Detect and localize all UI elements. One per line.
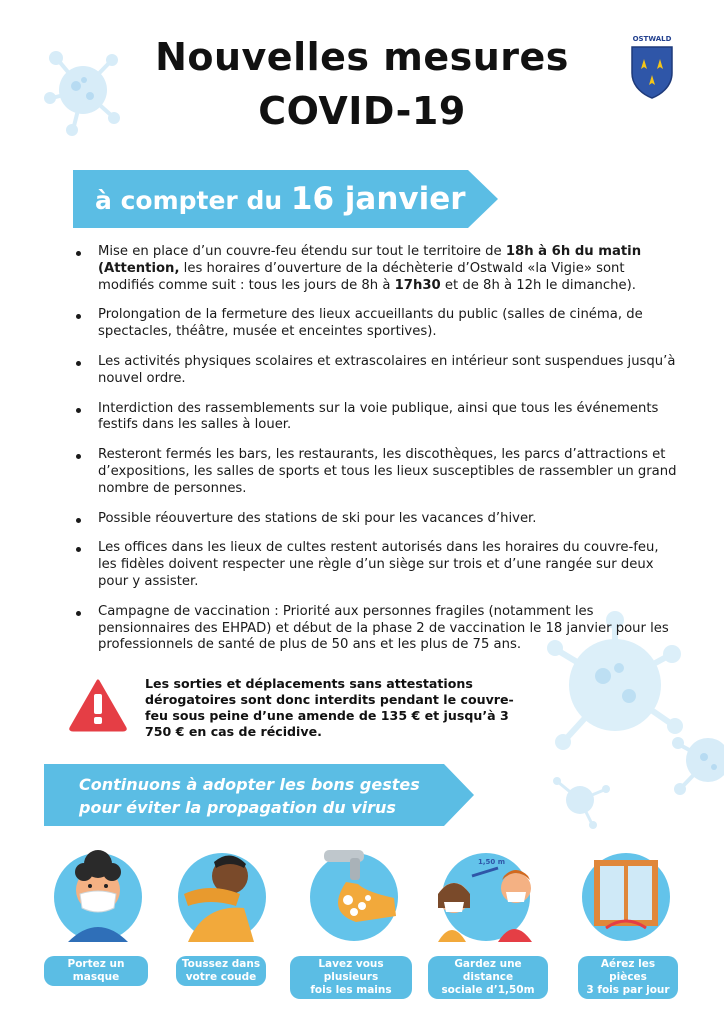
gestures-banner-line-2: pour éviter la propagation du virus xyxy=(79,798,396,817)
date-banner-prefix: à compter du xyxy=(95,186,283,215)
wash-hands-icon xyxy=(306,842,402,942)
measure-item xyxy=(73,401,677,435)
bullet-icon xyxy=(76,361,81,366)
measure-item xyxy=(73,354,677,388)
title-line-1: Nouvelles mesures xyxy=(155,35,569,79)
measure-text: Les activités physiques scolaires et extrascolaires en intérieur sont suspendues jusqu’à nouvel ordre. xyxy=(98,353,676,386)
bullet-icon xyxy=(76,547,81,552)
page-title xyxy=(0,30,724,138)
measure-item xyxy=(73,540,677,590)
measure-text: 17h30 xyxy=(394,277,441,293)
date-banner-date: 16 janvier xyxy=(290,181,466,217)
bullet-icon xyxy=(76,518,81,523)
distance-tag: 1,50 m xyxy=(478,858,506,866)
measure-text: (Attention, xyxy=(98,260,180,276)
gesture-mask xyxy=(40,842,156,942)
bullet-icon xyxy=(76,454,81,459)
virus-decoration-bottom xyxy=(548,770,618,830)
measure-item xyxy=(73,604,677,654)
logo-name: OSTWALD xyxy=(632,35,672,43)
measure-text: Interdiction des rassemblements sur la voie publique, ainsi que tous les événements festifs dans les salles à louer. xyxy=(98,400,659,433)
gesture-wash xyxy=(296,842,412,942)
mask-person-icon xyxy=(50,842,146,942)
gesture-label-mask: Portez un masque xyxy=(44,956,148,986)
title-line-2: COVID-19 xyxy=(258,89,466,133)
measure-text: Possible réouverture des stations de ski pour les vacances d’hiver. xyxy=(98,510,537,526)
measures-list xyxy=(73,244,677,667)
measure-text: Les offices dans les lieux de cultes restent autorisés dans les horaires du couvre-feu, les fidèles doivent respecter une règle d’un siège sur trois et d’une rangée sur deux pour y assister. xyxy=(98,540,659,589)
gesture-air xyxy=(568,842,684,942)
cough-elbow-icon xyxy=(174,842,270,942)
gestures-banner-line-1: Continuons à adopter les bons gestes xyxy=(79,775,420,794)
measure-text: Campagne de vaccination : Priorité aux personnes fragiles (notamment les pensionnaires des EHPAD) et début de la phase 2 de vaccination le 18 janvier pour les professionnels de santé de plus de 50 ans et les plus de 75 ans. xyxy=(98,603,669,653)
measure-item xyxy=(73,447,677,497)
measure-text: les horaires d’ouverture de la déchèterie d’Ostwald «la Vigie» sont modifiés comme suit : tous les jours de 8h à xyxy=(98,260,625,293)
bullet-icon xyxy=(76,611,81,616)
date-banner-text xyxy=(95,181,466,217)
measure-item xyxy=(73,511,677,528)
gesture-distance xyxy=(428,842,544,942)
gesture-elbow xyxy=(164,842,280,942)
measure-item xyxy=(73,307,677,341)
measure-text: Prolongation de la fermeture des lieux accueillants du public (salles de cinéma, de spectacles, théâtre, musée et enceintes sportives). xyxy=(98,307,643,340)
social-distance-icon xyxy=(428,842,544,942)
bullet-icon xyxy=(76,314,81,319)
measure-item xyxy=(73,244,677,294)
city-logo xyxy=(627,35,677,103)
measure-text: et de 8h à 12h le dimanche). xyxy=(440,277,636,293)
gesture-label-elbow: Toussez dans votre coude xyxy=(176,956,266,986)
bullet-icon xyxy=(76,408,81,413)
measure-text: 18h à 6h du matin xyxy=(505,244,642,259)
gesture-label-air: Aérez les pièces 3 fois par jour xyxy=(578,956,678,999)
measure-text: Mise en place d’un couvre-feu étendu sur tout le territoire de xyxy=(98,244,506,259)
open-window-icon xyxy=(578,842,674,942)
virus-decoration-right-small xyxy=(660,715,724,805)
gesture-label-distance: Gardez une distance sociale d’1,50m xyxy=(428,956,548,999)
shield-icon xyxy=(630,45,674,99)
warning-icon xyxy=(68,678,128,732)
measure-text: Resteront fermés les bars, les restaurants, les discothèques, les parcs d’attractions et d’expositions, les salles de sports et tous les lieux susceptibles de rassembler un grand nombre de personnes. xyxy=(98,447,677,496)
bullet-icon xyxy=(76,251,81,256)
gesture-label-wash: Lavez vous plusieurs fois les mains xyxy=(290,956,412,999)
warning-text: Les sorties et déplacements sans attestations dérogatoires sont donc interdits pendant le couvre-feu sous peine d’une amende de 135 € et jusqu’à 3 750 € en cas de récidive. xyxy=(145,676,514,739)
